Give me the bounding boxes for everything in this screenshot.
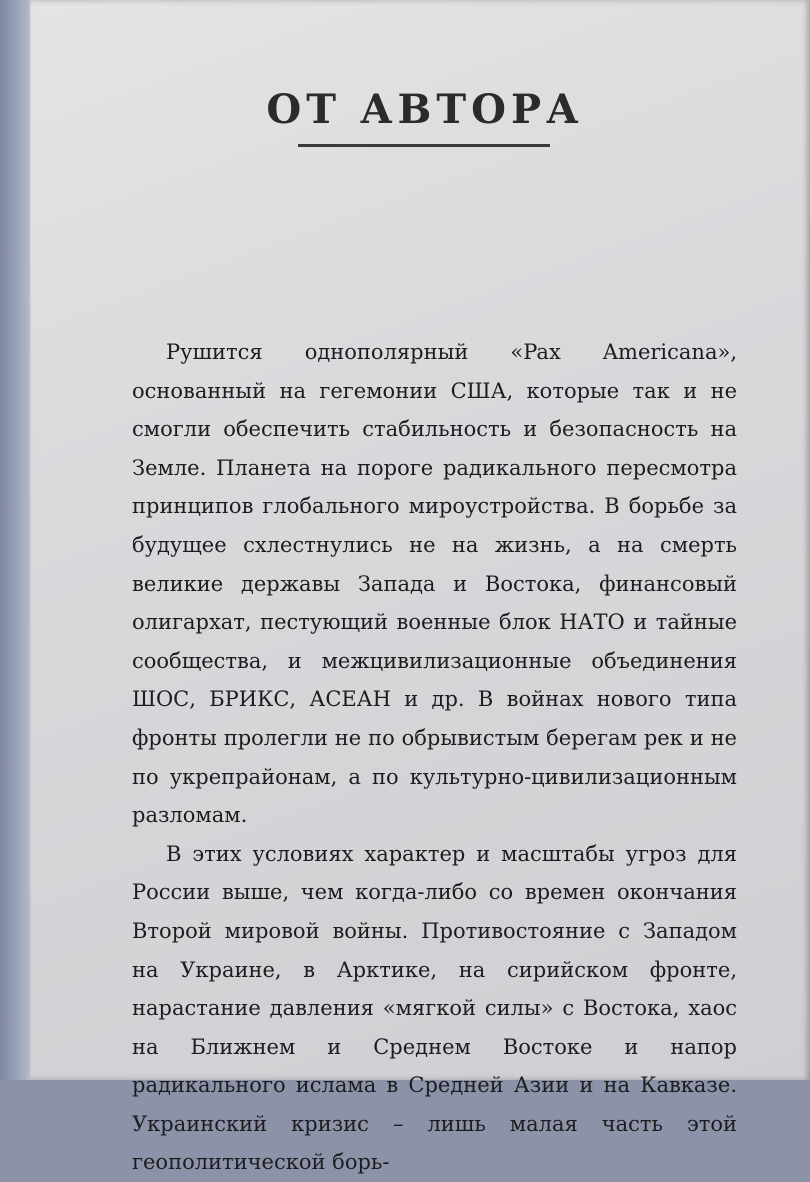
- paragraph: Рушится однополярный «Pax Americana», основанный на гегемонии США, которые так и не смогли обеспечить стабильность и безопасность на Земле. Планета на пороге радикального пересмотра принципов глобального мироустройства. В борьбе за будущее схлестнулись не на жизнь, а на смерть великие державы Запада и Востока, финансовый олигархат, пестующий военные блок НАТО и тайные сообщества, и межцивилизационные объединения ШОС, БРИКС, АСЕАН и др. В войнах нового типа фронты пролегли не по обрывистым берегам рек и не по укрепрайонам, а по культурно-цивилизационным разломам.: [132, 340, 737, 828]
- bleed-through-text: [70, 0, 770, 310]
- chapter-title: ОТ АВТОРА: [266, 86, 584, 133]
- title-underline: [298, 144, 550, 147]
- paragraph: В этих условиях характер и масштабы угроз для России выше, чем когда-либо со времен окончания Второй мировой войны. Противостояние с Западом на Украине, в Арктике, на сирийском фронте, нарастание давления «мягкой силы» с Востока, хаос на Ближнем и Среднем Востоке и напор радикального ислама в Средней Азии и на Кавказе. Украинский кризис – лишь малая часть этой геополитической борь-: [132, 841, 737, 1175]
- body-text: [132, 333, 737, 1182]
